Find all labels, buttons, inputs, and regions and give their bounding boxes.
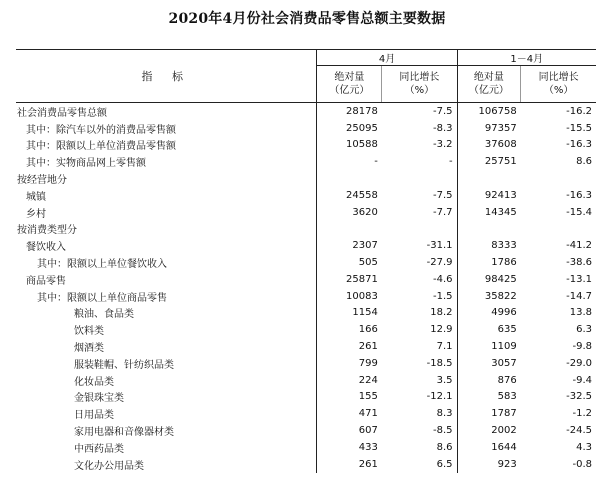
april-abs-cell: 261 [358,458,378,470]
table-row [16,338,596,355]
april-yoy-cell: 12.9 [382,321,457,338]
table-row [16,422,596,439]
ytd-abs-header [457,66,521,103]
period-april-header: 4月 [317,50,457,66]
table-row [16,305,596,322]
table-row [16,389,596,406]
april-yoy-cell: -8.5 [382,422,457,439]
ytd-abs-cell: 37608 [484,139,517,151]
ytd-abs-cell: 3057 [491,357,517,369]
april-abs-cell: 24558 [346,189,378,201]
april-yoy-cell: -27.9 [382,254,457,271]
ytd-abs-cell: 106758 [478,105,517,117]
ytd-yoy-cell: -14.7 [566,290,592,302]
retail-sales-table [16,49,596,473]
row-label: 商品零售 [16,271,317,288]
ytd-abs-cell: 583 [497,391,517,403]
april-abs-cell [317,221,382,238]
yoy-line1: 同比增长 [538,72,579,83]
row-label: 饮料类 [16,321,317,338]
ytd-abs-cell: 1644 [491,441,517,453]
yoy-line2: （%） [404,85,435,96]
abs-line1: 绝对量 [473,72,504,83]
abs-line1: 绝对量 [334,72,365,83]
ytd-abs-cell: 635 [497,324,517,336]
april-abs-cell: 471 [358,408,378,420]
april-yoy-cell [382,170,457,187]
row-label: 社会消费品零售总额 [16,103,317,120]
row-label: 其中：限额以上单位餐饮收入 [16,254,317,271]
april-yoy-cell: -3.2 [382,137,457,154]
table-row [16,103,596,120]
ytd-abs-cell: 14345 [484,206,517,218]
ytd-yoy-cell: -15.5 [566,122,592,134]
row-label-header: 指 标 [16,50,317,103]
row-label: 乡村 [16,204,317,221]
april-abs-cell: 1154 [352,307,378,319]
row-label: 服装鞋帽、针纺织品类 [16,355,317,372]
ytd-yoy-cell: -16.3 [566,189,592,201]
ytd-yoy-cell [521,170,596,187]
row-label: 中西药品类 [16,439,317,456]
row-label: 城镇 [16,187,317,204]
row-label: 按消费类型分 [16,221,317,238]
ytd-abs-cell [457,221,521,238]
abs-line2: （亿元） [329,85,370,96]
row-label: 粮油、食品类 [16,305,317,322]
row-label: 文化办公用品类 [16,456,317,473]
april-abs-cell: 433 [358,441,378,453]
ytd-yoy-cell: -1.2 [572,408,592,420]
table-row [16,237,596,254]
row-label: 其中：除汽车以外的消费品零售额 [16,120,317,137]
april-abs-cell: 261 [358,341,378,353]
april-abs-cell: - [374,156,378,168]
table-row [16,120,596,137]
ytd-abs-cell: 25751 [484,156,517,168]
april-abs-cell: 505 [358,257,378,269]
table-row [16,254,596,271]
table-row [16,372,596,389]
ytd-yoy-cell: 6.3 [576,324,592,336]
yoy-line1: 同比增长 [399,72,440,83]
april-abs-cell: 25095 [346,122,378,134]
april-abs-cell: 3620 [352,206,378,218]
table-row [16,288,596,305]
ytd-yoy-cell: 13.8 [569,307,592,319]
row-label: 其中：限额以上单位消费品零售额 [16,137,317,154]
row-label: 按经营地分 [16,170,317,187]
ytd-abs-cell: 1786 [491,257,517,269]
april-abs-header [317,66,382,103]
table-row [16,153,596,170]
april-yoy-cell: -7.7 [382,204,457,221]
period-ytd-header: 1－4月 [457,50,596,66]
ytd-yoy-cell: 8.6 [576,156,592,168]
table-row [16,170,596,187]
yoy-line2: （%） [543,85,574,96]
ytd-yoy-cell: -24.5 [566,425,592,437]
ytd-abs-cell: 923 [497,458,517,470]
table-row [16,271,596,288]
april-abs-cell: 10588 [346,139,378,151]
table-header [16,50,596,103]
table-row [16,321,596,338]
ytd-yoy-cell: -15.4 [566,206,592,218]
april-yoy-cell: 18.2 [382,305,457,322]
table-row [16,439,596,456]
ytd-yoy-cell: -16.2 [566,105,592,117]
ytd-yoy-cell: -38.6 [566,257,592,269]
abs-line2: （亿元） [468,85,509,96]
april-abs-cell: 28178 [346,105,378,117]
row-label: 日用品类 [16,405,317,422]
table-row [16,355,596,372]
row-label: 其中：实物商品网上零售额 [16,153,317,170]
ytd-yoy-header [521,66,596,103]
april-yoy-cell: 8.6 [382,439,457,456]
april-yoy-cell: -7.5 [382,103,457,120]
april-yoy-cell: 7.1 [382,338,457,355]
april-abs-cell: 166 [358,324,378,336]
table-body [16,103,596,473]
table-row [16,405,596,422]
april-abs-cell: 2307 [352,240,378,252]
april-yoy-cell: -4.6 [382,271,457,288]
april-yoy-cell [382,221,457,238]
april-yoy-cell: -31.1 [382,237,457,254]
april-abs-cell: 10083 [346,290,378,302]
ytd-abs-cell [457,170,521,187]
april-yoy-cell: - [382,153,457,170]
ytd-abs-cell: 8333 [491,240,517,252]
april-yoy-cell: -1.5 [382,288,457,305]
row-label: 金银珠宝类 [16,389,317,406]
ytd-yoy-cell [521,221,596,238]
table-row [16,187,596,204]
ytd-yoy-cell: -9.8 [572,341,592,353]
ytd-yoy-cell: 4.3 [576,441,592,453]
row-label: 其中：限额以上单位商品零售 [16,288,317,305]
row-label: 家用电器和音像器材类 [16,422,317,439]
april-yoy-cell: -18.5 [382,355,457,372]
april-yoy-cell: -12.1 [382,389,457,406]
april-yoy-cell: 6.5 [382,456,457,473]
ytd-yoy-cell: -41.2 [566,240,592,252]
ytd-yoy-cell: -16.3 [566,139,592,151]
row-label: 烟酒类 [16,338,317,355]
april-yoy-header [382,66,457,103]
ytd-abs-cell: 97357 [484,122,517,134]
ytd-yoy-cell: -9.4 [572,374,592,386]
ytd-yoy-cell: -32.5 [566,391,592,403]
table-row [16,204,596,221]
table-row [16,456,596,473]
april-yoy-cell: 8.3 [382,405,457,422]
ytd-abs-cell: 2002 [491,425,517,437]
april-abs-cell: 155 [358,391,378,403]
april-yoy-cell: 3.5 [382,372,457,389]
ytd-abs-cell: 35822 [484,290,517,302]
ytd-abs-cell: 876 [497,374,517,386]
april-abs-cell: 224 [358,374,378,386]
ytd-abs-cell: 1787 [491,408,517,420]
ytd-yoy-cell: -13.1 [566,273,592,285]
april-yoy-cell: -8.3 [382,120,457,137]
ytd-abs-cell: 4996 [491,307,517,319]
row-label: 化妆品类 [16,372,317,389]
april-abs-cell: 799 [358,357,378,369]
ytd-yoy-cell: -29.0 [566,357,592,369]
ytd-abs-cell: 1109 [491,341,517,353]
april-yoy-cell: -7.5 [382,187,457,204]
page-title: 2020年4月份社会消费品零售总额主要数据 [168,11,446,27]
table-row [16,137,596,154]
april-abs-cell: 25871 [346,273,378,285]
row-label: 餐饮收入 [16,237,317,254]
ytd-abs-cell: 92413 [484,189,517,201]
ytd-yoy-cell: -0.8 [572,458,592,470]
table-row [16,221,596,238]
april-abs-cell [317,170,382,187]
april-abs-cell: 607 [358,425,378,437]
ytd-abs-cell: 98425 [484,273,517,285]
